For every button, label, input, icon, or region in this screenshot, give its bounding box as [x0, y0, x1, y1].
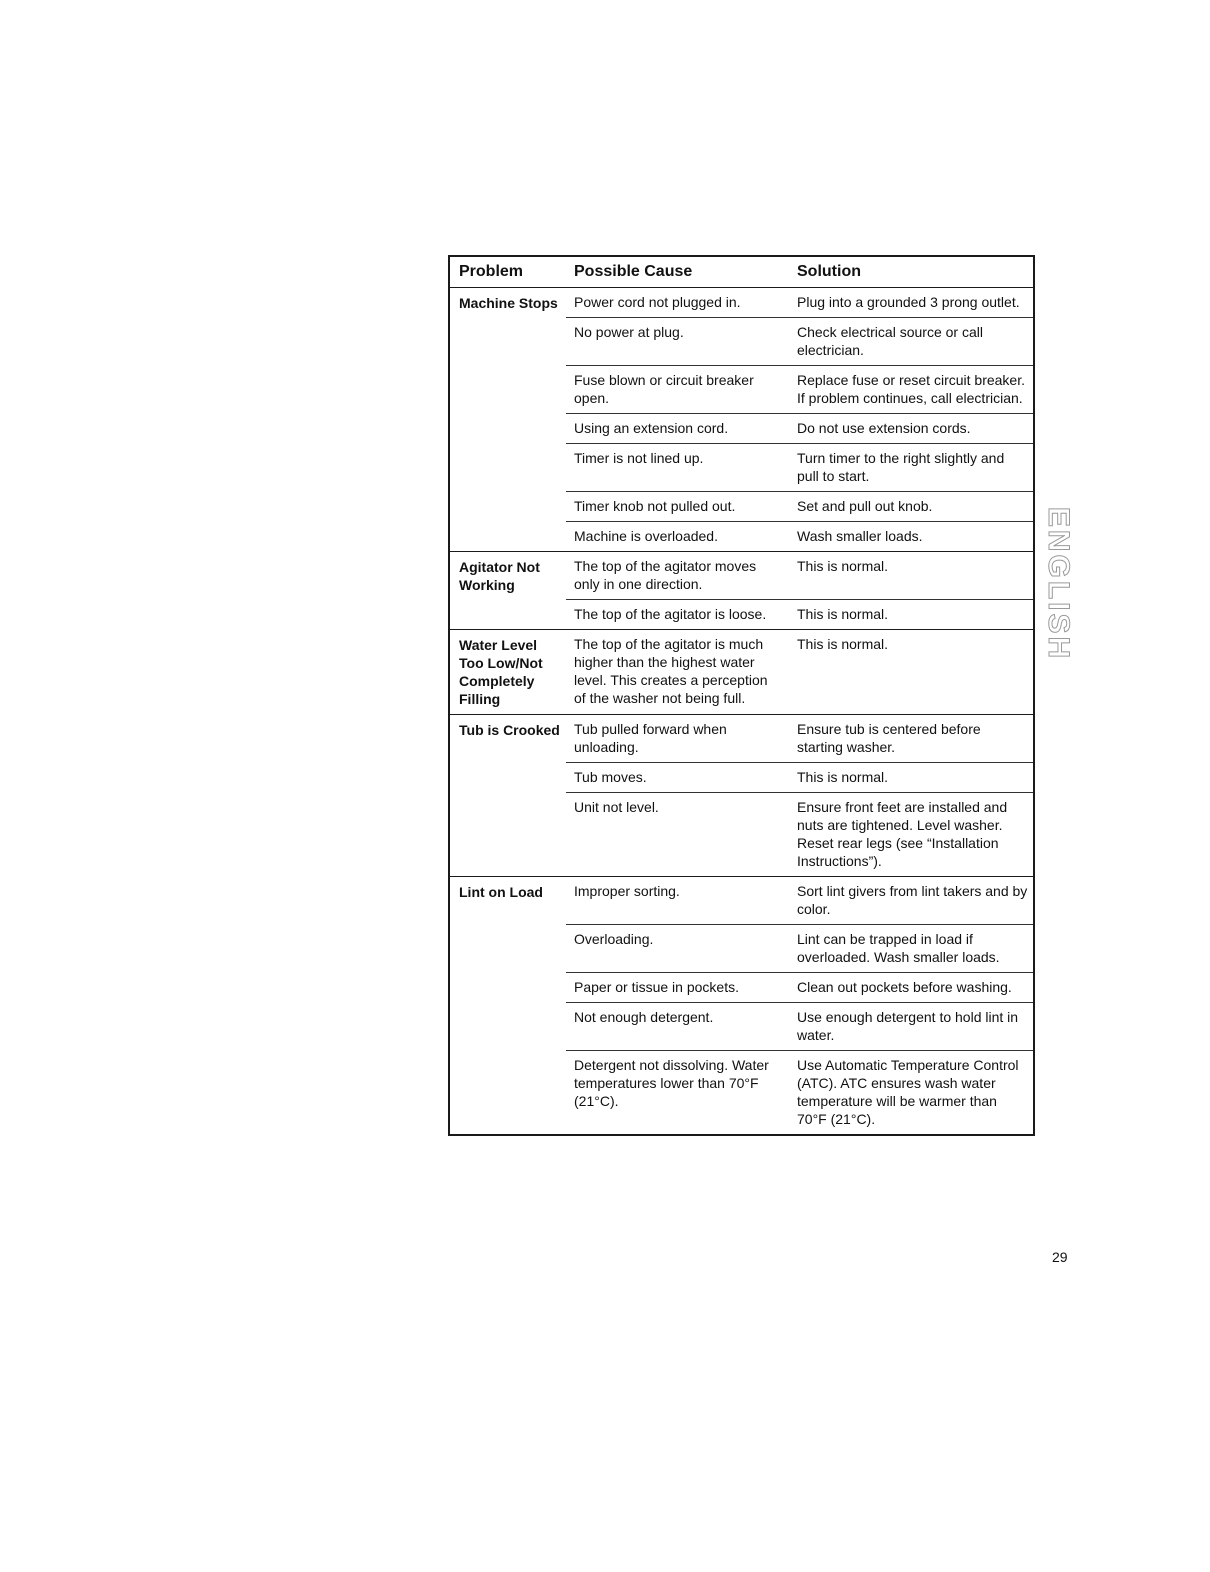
solution-cell: This is normal. [797, 558, 889, 574]
solution-cell: Wash smaller loads. [797, 528, 923, 544]
table-row [566, 444, 1033, 492]
solution-cell: Turn timer to the right slightly and pull to start. [797, 450, 1005, 484]
header-problem: Problem [459, 263, 524, 280]
solution-cell: Clean out pockets before washing. [797, 979, 1012, 995]
table-row [566, 288, 1033, 318]
table-row [566, 414, 1033, 444]
cause-cell: The top of the agitator moves only in one direction. [574, 558, 757, 592]
solution-cell: Ensure front feet are installed and nuts are tightened. Level washer. Reset rear legs (see “Installation Instructions”). [797, 799, 1008, 869]
problem-label: Lint on Load [459, 884, 543, 900]
solution-cell: Ensure tub is centered before starting washer. [797, 721, 981, 755]
cause-cell: Unit not level. [574, 799, 659, 815]
header-possible-cause: Possible Cause [574, 263, 693, 280]
table-row [566, 877, 1033, 925]
problem-group-agitator-not-working [450, 552, 1033, 630]
cause-cell: Overloading. [574, 931, 654, 947]
table-row [566, 1003, 1033, 1051]
cause-cell: Tub pulled forward when unloading. [574, 721, 727, 755]
cause-cell: Not enough detergent. [574, 1009, 714, 1025]
problem-group-tub-is-crooked [450, 715, 1033, 877]
solution-cell: Do not use extension cords. [797, 420, 971, 436]
problem-group-machine-stops [450, 288, 1033, 552]
cause-cell: Timer is not lined up. [574, 450, 704, 466]
problem-label: Agitator Not Working [459, 559, 540, 593]
cause-cell: Improper sorting. [574, 883, 680, 899]
table-row [566, 793, 1033, 876]
table-row [566, 973, 1033, 1003]
solution-cell: Sort lint givers from lint takers and by color. [797, 883, 1028, 917]
solution-cell: Set and pull out knob. [797, 498, 933, 514]
solution-cell: Lint can be trapped in load if overloaded. Wash smaller loads. [797, 931, 1000, 965]
solution-cell: Use enough detergent to hold lint in water. [797, 1009, 1019, 1043]
cause-cell: The top of the agitator is loose. [574, 606, 767, 622]
cause-cell: Tub moves. [574, 769, 647, 785]
problem-label: Water Level Too Low/Not Completely Filling [459, 637, 543, 707]
cause-cell: Timer knob not pulled out. [574, 498, 736, 514]
solution-cell: This is normal. [797, 636, 889, 652]
solution-cell: Check electrical source or call electrician. [797, 324, 983, 358]
table-row [566, 630, 1033, 713]
table-row [566, 925, 1033, 973]
solution-cell: This is normal. [797, 606, 889, 622]
cause-cell: Using an extension cord. [574, 420, 729, 436]
table-row [566, 763, 1033, 793]
language-side-tab [1042, 505, 1076, 663]
cause-cell: Fuse blown or circuit breaker open. [574, 372, 754, 406]
solution-cell: Use Automatic Temperature Control (ATC). ATC ensures wash water temperature will be warmer than 70°F (21°C). [797, 1057, 1019, 1127]
cause-cell: Machine is overloaded. [574, 528, 718, 544]
language-tab-label: ENGLISH [1042, 506, 1076, 662]
table-row [566, 552, 1033, 600]
troubleshooting-table [448, 255, 1035, 1136]
solution-cell: Plug into a grounded 3 prong outlet. [797, 294, 1020, 310]
table-row [566, 715, 1033, 763]
solution-cell: This is normal. [797, 769, 889, 785]
header-solution: Solution [797, 263, 861, 280]
table-row [566, 318, 1033, 366]
cause-cell: The top of the agitator is much higher than the highest water level. This creates a perception of the washer not being full. [574, 636, 768, 706]
solution-cell: Replace fuse or reset circuit breaker. If problem continues, call electrician. [797, 372, 1025, 406]
table-row [566, 1051, 1033, 1134]
cause-cell: Paper or tissue in pockets. [574, 979, 739, 995]
table-row [566, 492, 1033, 522]
cause-cell: Power cord not plugged in. [574, 294, 741, 310]
problem-group-water-level-too-low [450, 630, 1033, 715]
table-header [450, 257, 1033, 288]
table-row [566, 366, 1033, 414]
table-row [566, 522, 1033, 551]
problem-group-lint-on-load [450, 877, 1033, 1134]
problem-label: Tub is Crooked [459, 722, 560, 738]
table-row [566, 600, 1033, 629]
problem-label: Machine Stops [459, 295, 558, 311]
page-number: 29 [1052, 1249, 1068, 1265]
cause-cell: Detergent not dissolving. Water temperatures lower than 70°F (21°C). [574, 1057, 769, 1109]
cause-cell: No power at plug. [574, 324, 684, 340]
